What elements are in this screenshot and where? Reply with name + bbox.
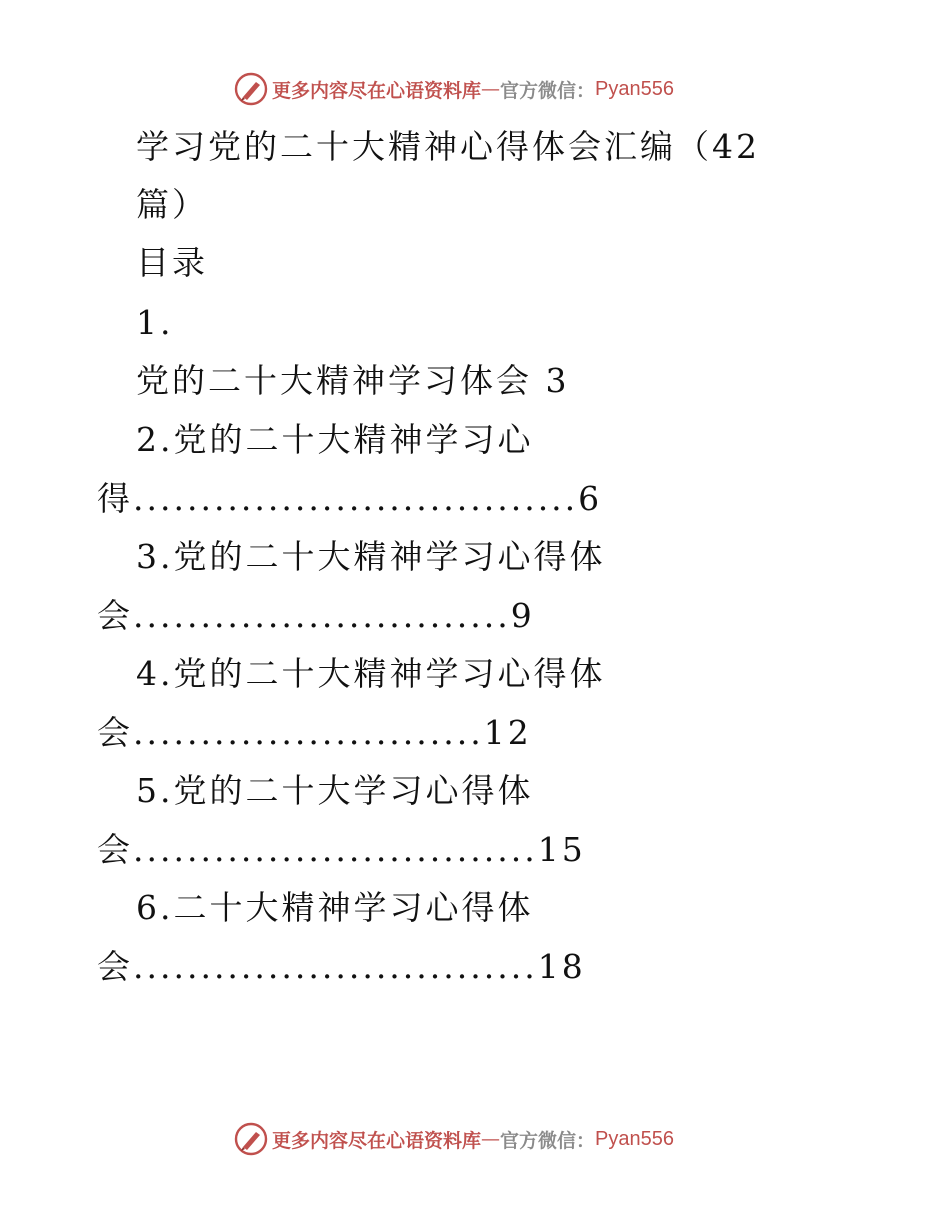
document-title-line-2: 篇） [136,185,208,224]
toc-item-3-tail: 会............................9 [97,596,535,635]
watermark-separator: — [481,1128,501,1150]
pen-logo-icon [234,1122,268,1156]
pen-logo-icon [234,72,268,106]
toc-item-4-tail: 会..........................12 [97,713,532,752]
toc-item-5-head: 5.党的二十大学习心得体 [136,771,534,810]
toc-item-3-head: 3.党的二十大精神学习心得体 [136,537,606,576]
toc-heading: 目录 [136,243,208,282]
watermark-text: 更多内容尽在心语资料库 [272,1129,482,1152]
watermark-wechat-id: Pyan556 [595,77,674,100]
toc-item-5-tail: 会..............................15 [97,830,586,869]
watermark-wechat-id: Pyan556 [595,1127,674,1150]
toc-item-2-tail: 得.................................6 [97,479,603,518]
toc-item-6-tail: 会..............................18 [97,947,586,986]
toc-item-1-tail: 党的二十大精神学习体会 3 [136,361,570,400]
document-title-line-1: 学习党的二十大精神心得体会汇编（42 [136,127,760,166]
watermark-separator: — [481,78,501,100]
watermark-text: 更多内容尽在心语资料库 [272,79,482,102]
toc-item-6-head: 6.二十大精神学习心得体 [136,888,534,927]
watermark-wechat-label: 官方微信： [500,79,596,102]
watermark-header [234,72,674,106]
watermark-footer [234,1122,674,1156]
toc-item-2-head: 2.党的二十大精神学习心 [136,420,534,459]
toc-item-4-head: 4.党的二十大精神学习心得体 [136,654,606,693]
watermark-wechat-label: 官方微信： [500,1129,596,1152]
toc-item-1-head: 1. [136,303,174,342]
